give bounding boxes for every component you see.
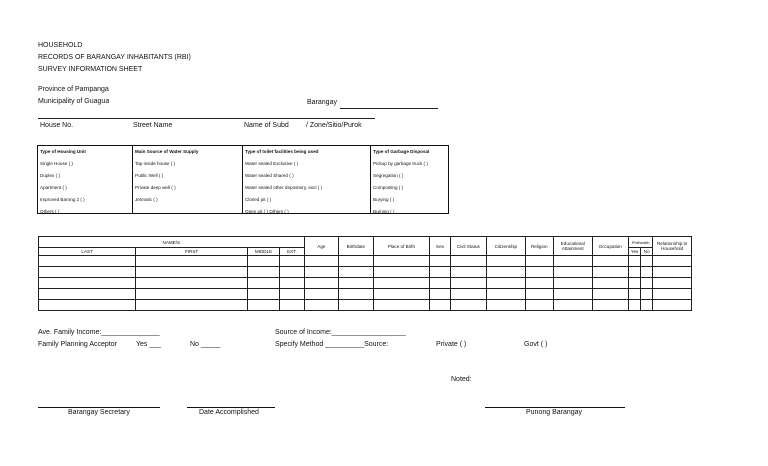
col-age: Age bbox=[304, 237, 338, 256]
col-citizenship: Citizenship bbox=[487, 237, 526, 256]
specify-method-field[interactable]: Specify Method __________Source: bbox=[275, 341, 389, 348]
col-religion: Religion bbox=[525, 237, 553, 256]
table-row[interactable] bbox=[39, 289, 692, 300]
housing-option[interactable]: Improved Barong 2 ( ) bbox=[40, 197, 85, 202]
subd-label: Name of Subd bbox=[244, 122, 289, 129]
water-column bbox=[133, 146, 243, 213]
govt-checkbox[interactable]: Govt ( ) bbox=[524, 341, 548, 348]
form-title-household: HOUSEHOLD bbox=[38, 42, 83, 49]
housing-option[interactable]: Single House ( ) bbox=[40, 161, 73, 166]
zone-label: / Zone/Sitio/Purok bbox=[306, 122, 362, 129]
col-sex: Sex bbox=[430, 237, 450, 256]
ave-income-field[interactable]: Ave. Family Income:_______________ bbox=[38, 329, 160, 336]
address-line[interactable] bbox=[38, 118, 375, 119]
street-name-label: Street Name bbox=[133, 122, 173, 129]
toilet-title: Type of toilet facilities being used bbox=[245, 149, 319, 154]
water-option[interactable] bbox=[135, 206, 242, 218]
col-last: LAST bbox=[39, 248, 136, 256]
col-philhealth-yes: Yes bbox=[629, 248, 641, 256]
toilet-option[interactable]: Water sealed Shared ( ) bbox=[245, 173, 294, 178]
toilet-option[interactable]: Open pit ( ) Others ( ) bbox=[245, 209, 289, 214]
name-group-header: NAME/S bbox=[39, 237, 305, 248]
table-row[interactable] bbox=[39, 300, 692, 311]
date-label: Date Accomplished bbox=[199, 409, 259, 416]
col-educational-attainment: Educational Attainment bbox=[553, 237, 592, 256]
toilet-option[interactable]: Water sealed other depository, excl ( ) bbox=[245, 185, 323, 190]
housing-option[interactable]: Others ( ) bbox=[40, 209, 60, 214]
garbage-option[interactable]: Burying ( ) bbox=[373, 197, 395, 202]
col-place-of-birth: Place of Birth bbox=[373, 237, 430, 256]
toilet-option[interactable]: Closed pit ( ) bbox=[245, 197, 272, 202]
col-occupation: Occupation bbox=[592, 237, 629, 256]
date-signature-line[interactable] bbox=[187, 407, 275, 408]
housing-column bbox=[38, 146, 133, 213]
col-philhealth-no: No bbox=[641, 248, 653, 256]
water-option[interactable]: Private deep well ( ) bbox=[135, 185, 176, 190]
barangay-label: Barangay bbox=[307, 99, 337, 106]
noted-label: Noted: bbox=[451, 376, 472, 383]
fp-yes-field[interactable]: Yes ___ bbox=[136, 341, 162, 348]
col-first: FIRST bbox=[136, 248, 248, 256]
table-row[interactable] bbox=[39, 267, 692, 278]
col-relationship: Relationship to Household bbox=[653, 237, 692, 256]
toilet-option[interactable]: Water sealed Exclusive ( ) bbox=[245, 161, 299, 166]
secretary-label: Barangay Secretary bbox=[68, 409, 130, 416]
table-row[interactable] bbox=[39, 278, 692, 289]
toilet-column bbox=[243, 146, 371, 213]
facilities-box bbox=[37, 145, 449, 214]
water-option[interactable]: Public Well ( ) bbox=[135, 173, 164, 178]
col-middle: MIDDLE bbox=[247, 248, 279, 256]
col-ext: EXT. bbox=[280, 248, 304, 256]
private-checkbox[interactable]: Private ( ) bbox=[436, 341, 467, 348]
municipality-label: Municipality of Guagua bbox=[38, 98, 110, 105]
housing-title: Type of Housing Unit bbox=[40, 149, 86, 154]
water-option[interactable]: Jetmatic ( ) bbox=[135, 197, 158, 202]
table-row[interactable] bbox=[39, 256, 692, 267]
housing-option[interactable]: Duplex ( ) bbox=[40, 173, 60, 178]
form-title-survey: SURVEY INFORMATION SHEET bbox=[38, 66, 143, 73]
barangay-field-line[interactable] bbox=[340, 108, 438, 109]
col-birthdate: Birthdate bbox=[339, 237, 373, 256]
garbage-column bbox=[371, 146, 447, 213]
punong-label: Punong Barangay bbox=[526, 409, 583, 416]
water-title: Main Source of Water Supply bbox=[135, 149, 199, 154]
garbage-option[interactable]: Composting ( ) bbox=[373, 185, 404, 190]
garbage-option[interactable]: Segregation ( ) bbox=[373, 173, 404, 178]
water-option[interactable]: Tap inside house ( ) bbox=[135, 161, 176, 166]
house-no-label: House No. bbox=[40, 122, 74, 129]
garbage-title: Type of Garbage Disposal bbox=[373, 149, 430, 154]
housing-option[interactable]: Apartment ( ) bbox=[40, 185, 67, 190]
residents-table bbox=[38, 236, 692, 311]
col-philhealth: Philhealth bbox=[629, 237, 653, 248]
punong-signature-line[interactable] bbox=[485, 407, 625, 408]
col-civil-status: Civil Status bbox=[450, 237, 487, 256]
fp-acceptor-label: Family Planning Acceptor bbox=[38, 341, 117, 348]
secretary-signature-line[interactable] bbox=[38, 407, 160, 408]
garbage-option[interactable]: Burning ( ) bbox=[373, 209, 395, 214]
fp-no-field[interactable]: No _____ bbox=[190, 341, 221, 348]
garbage-option[interactable]: Pickup by garbage truck ( ) bbox=[373, 161, 428, 166]
form-title-rbi: RECORDS OF BARANGAY INHABITANTS (RBI) bbox=[38, 54, 191, 61]
source-income-field[interactable]: Source of Income:___________________ bbox=[275, 329, 406, 336]
province-label: Province of Pampanga bbox=[38, 86, 109, 93]
